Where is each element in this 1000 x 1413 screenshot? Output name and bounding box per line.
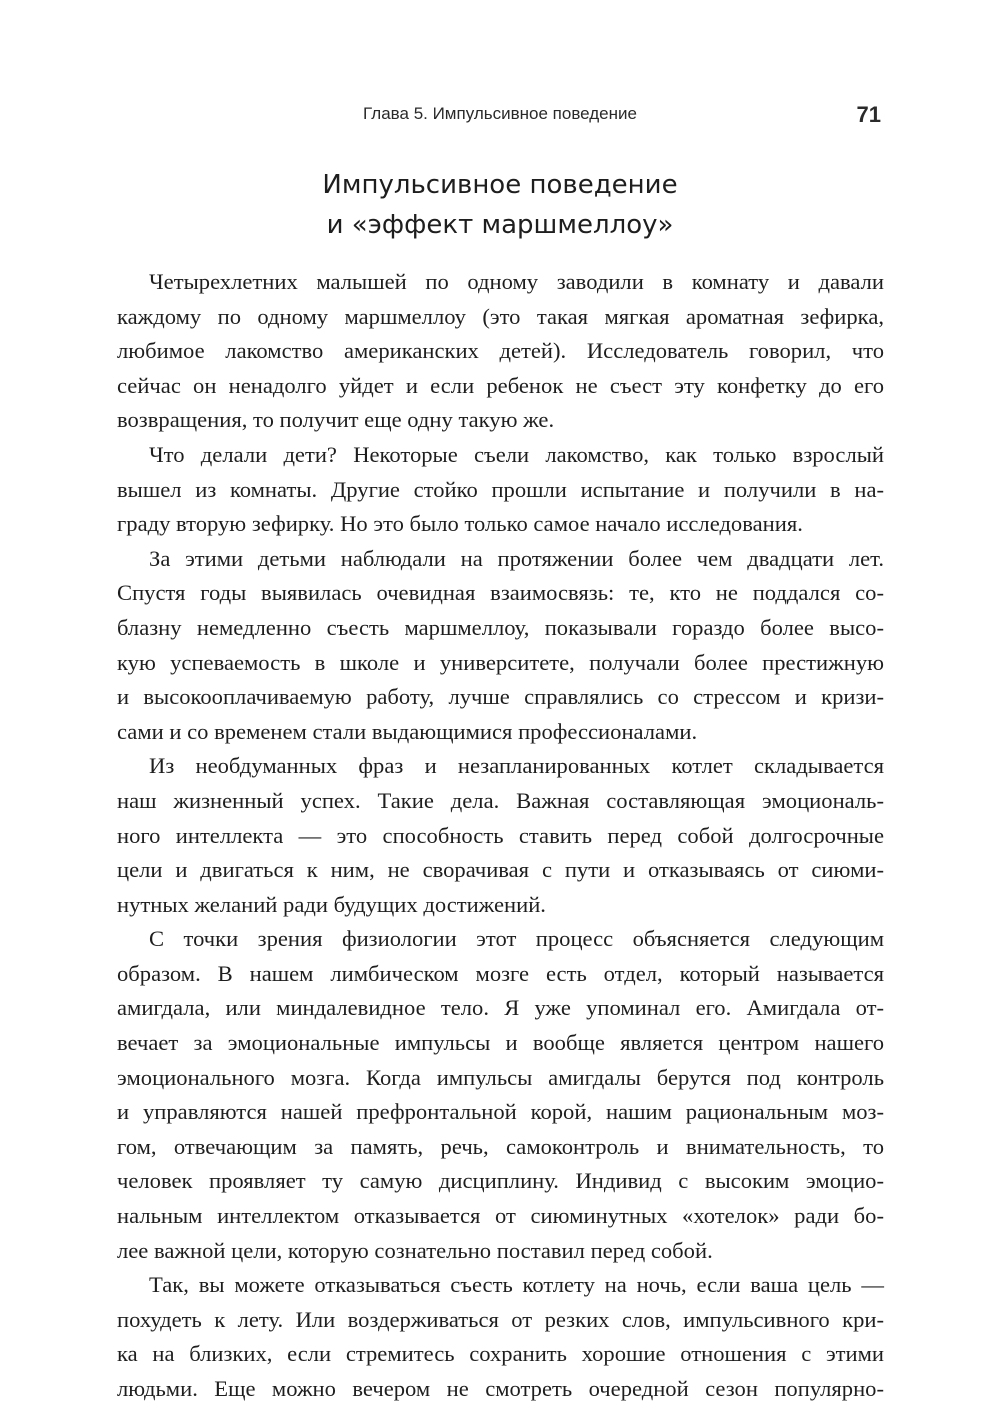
text-line: амигдала, или миндалевидное тело. Я уже упоминал его. Амигдала от- [117, 995, 884, 1021]
section-heading-line-1: Импульсивное поведение [322, 170, 678, 200]
text-line: сейчас он ненадолго уйдет и если ребенок не съест эту конфетку до его [117, 372, 884, 398]
text-line: людьми. Еще можно вечером не смотреть очередной сезон популярно- [117, 1376, 884, 1401]
text-line: кую успеваемость в школе и университете, получали более престижную [117, 649, 884, 675]
text-line: Что делали дети? Некоторые съели лакомство, как только взрослый [149, 441, 884, 467]
text-line: и управляются нашей префронтальной корой, нашим рациональным моз- [117, 1099, 884, 1125]
page-number: 71 [856, 102, 881, 127]
text-line: граду вторую зефирку. Но это было только самое начало исследования. [117, 511, 803, 537]
text-line: гом, отвечающим за память, речь, самоконтроль и внимательность, то [117, 1133, 884, 1159]
text-line: сами и со временем стали выдающимися профессионалами. [117, 718, 698, 744]
text-line: блазну немедленно съесть маршмеллоу, показывали гораздо более высо- [117, 614, 884, 640]
text-line: С точки зрения физиологии этот процесс объясняется следующим [149, 926, 884, 952]
text-line: лее важной цели, которую сознательно поставил перед собой. [117, 1237, 713, 1263]
text-line: образом. В нашем лимбическом мозге есть отдел, который называется [117, 960, 884, 986]
section-heading [0, 165, 1000, 245]
text-line: нутных желаний ради будущих достижений. [117, 891, 546, 917]
text-line: возвращения, то получит еще одну такую же. [117, 407, 555, 433]
text-line: цели и двигаться к ним, не сворачивая с пути и отказываясь от сиюми- [117, 857, 884, 883]
text-line: вышел из комнаты. Другие стойко прошли испытание и получили в на- [117, 476, 884, 502]
text-line: Спустя годы выявилась очевидная взаимосвязь: те, кто не поддался со- [117, 580, 884, 606]
text-line: Четырехлетних малышей по одному заводили в комнату и давали [149, 269, 884, 294]
text-line: человек проявляет ту самую дисциплину. Индивид с высоким эмоцио- [117, 1168, 884, 1194]
text-line: и высокооплачиваемую работу, лучше справлялись со стрессом и кризи- [117, 684, 884, 710]
text-line: наш жизненный успех. Такие дела. Важная составляющая эмоциональ- [117, 787, 884, 813]
chapter-title: Глава 5. Импульсивное поведение [363, 104, 637, 123]
text-line: ка на близких, если стремитесь сохранить хорошие отношения с этими [117, 1341, 884, 1367]
running-head [0, 102, 1000, 132]
text-line: любимое лакомство американских детей). Исследователь говорил, что [117, 338, 884, 364]
text-line: каждому по одному маршмеллоу (это такая мягкая ароматная зефирка, [117, 303, 884, 329]
section-heading-line-2: и «эффект маршмеллоу» [326, 210, 674, 240]
body-text [117, 265, 884, 1407]
text-line: похудеть к лету. Или воздерживаться от резких слов, импульсивного кри- [117, 1306, 884, 1332]
text-line: Из необдуманных фраз и незапланированных котлет складывается [149, 753, 884, 779]
text-line: вечает за эмоциональные импульсы и вообще является центром нашего [117, 1030, 884, 1056]
text-line: эмоционального мозга. Когда импульсы амигдалы берутся под контроль [117, 1064, 884, 1090]
text-line: За этими детьми наблюдали на протяжении более чем двадцати лет. [149, 545, 884, 571]
text-line: Так, вы можете отказываться съесть котлету на ночь, если ваша цель — [149, 1272, 884, 1298]
text-line: ного интеллекта — это способность ставить перед собой долгосрочные [117, 822, 884, 848]
text-line: нальным интеллектом отказывается от сиюминутных «хотелок» ради бо- [117, 1203, 884, 1229]
